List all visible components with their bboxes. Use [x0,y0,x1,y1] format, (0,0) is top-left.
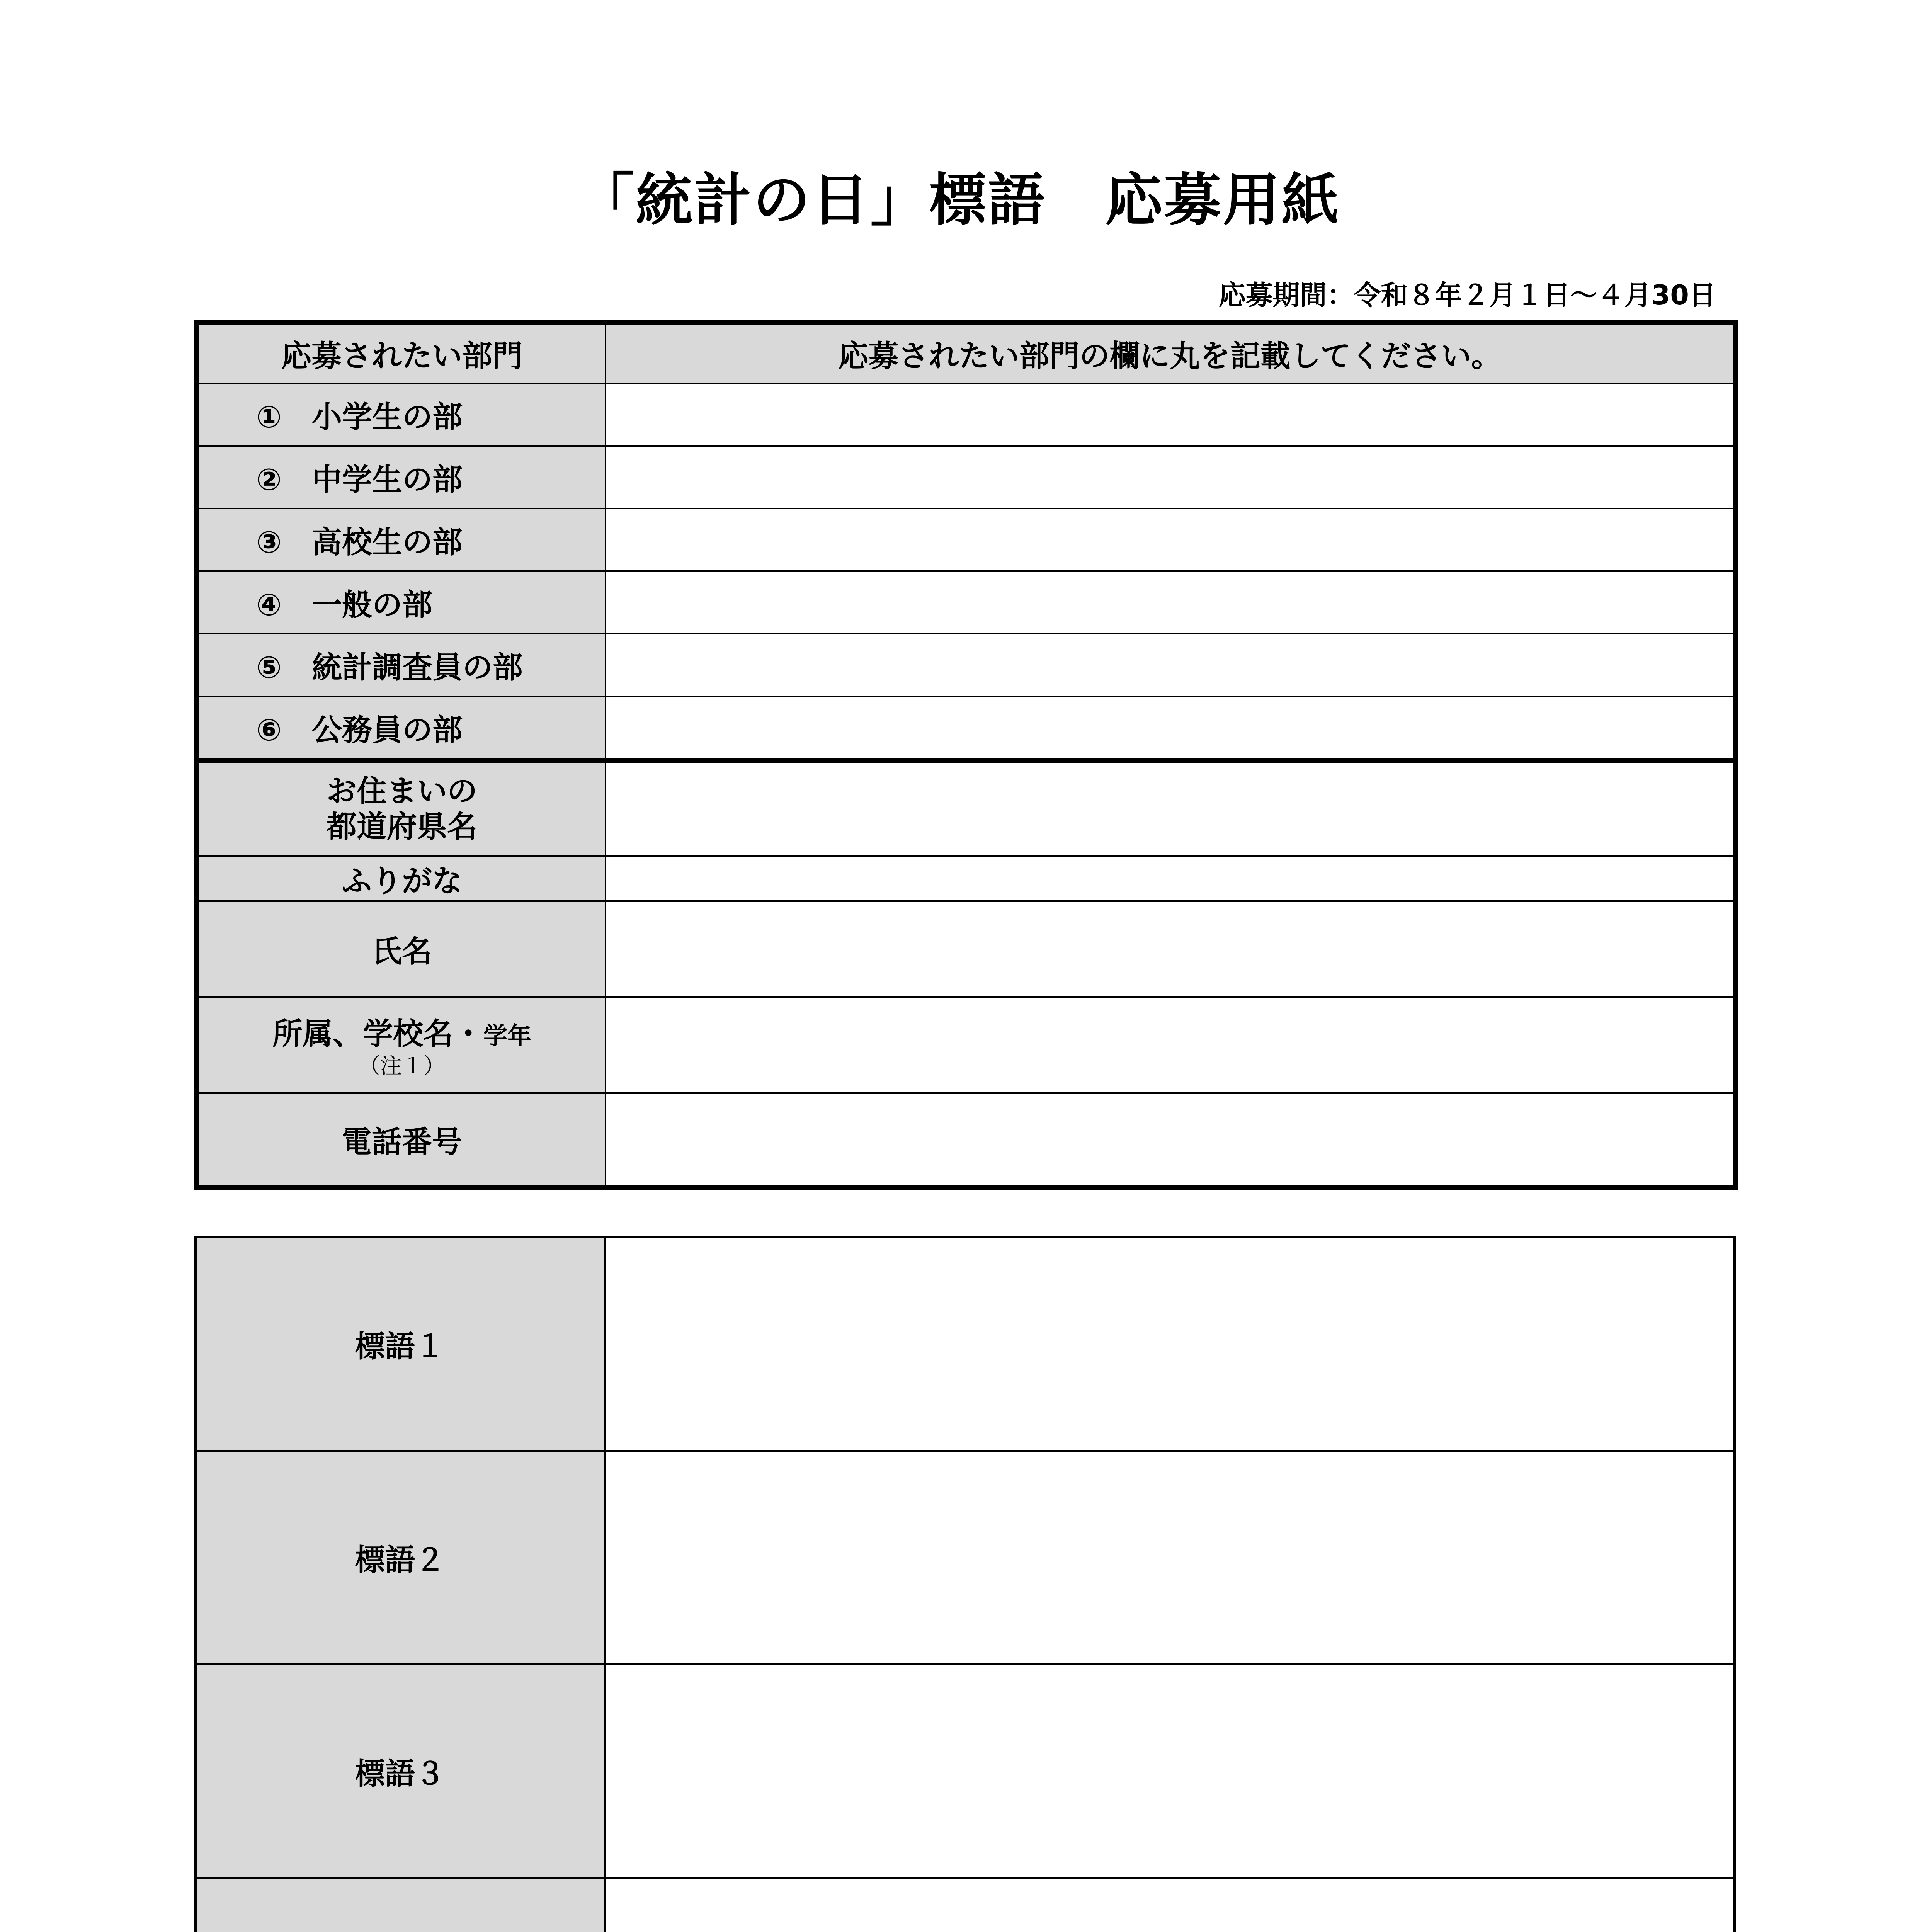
dept-mark-field-junior-high[interactable] [606,446,1736,509]
name-label: 氏名 [197,901,606,997]
affiliation-label-main: 所属、学校名・ [272,1017,483,1051]
slogan-label-1: 標語１ [196,1237,604,1451]
slogan-field-1[interactable] [604,1237,1735,1451]
dept-label-elementary: ① 小学生の部 [197,383,606,446]
dept-label-junior-high: ② 中学生の部 [197,446,606,509]
application-period: 応募期間：令和８年２月１日～４月30日 [1218,279,1716,311]
dept-label-high-school: ③ 高校生の部 [197,509,606,571]
slogan-label-2: 標語２ [196,1451,604,1665]
dept-mark-field-statistics-surveyor[interactable] [606,634,1736,696]
dept-label-general: ④ 一般の部 [197,571,606,634]
furigana-field[interactable] [606,856,1736,901]
dept-mark-field-elementary[interactable] [606,383,1736,446]
phone-label: 電話番号 [197,1093,606,1188]
slogan-label-3: 標語３ [196,1665,604,1878]
slogan-field-4[interactable] [604,1878,1735,1932]
prefecture-label-line1: お住まいの [326,774,477,809]
dept-instruction-label: 応募されたい部門の欄に丸を記載してください。 [606,322,1736,383]
affiliation-note-ref: （注１） [359,1054,445,1079]
prefecture-field[interactable] [606,760,1736,856]
prefecture-label [197,760,606,856]
affiliation-label-grade: 学年 [483,1022,532,1050]
furigana-label: ふりがな [197,856,606,901]
dept-mark-field-public-servant[interactable] [606,696,1736,760]
dept-mark-field-general[interactable] [606,571,1736,634]
dept-mark-field-high-school[interactable] [606,509,1736,571]
slogan-field-2[interactable] [604,1451,1735,1665]
dept-header-label: 応募されたい部門 [197,322,606,383]
applicant-info-table [194,320,1738,1190]
affiliation-field[interactable] [606,997,1736,1093]
page-title: 「統計の日」標語 応募用紙 [577,167,1340,233]
prefecture-label-line2: 都道府県名 [326,810,477,844]
affiliation-label [197,997,606,1093]
dept-label-statistics-surveyor: ⑤ 統計調査員の部 [197,634,606,696]
slogan-table [194,1236,1736,1932]
name-field[interactable] [606,901,1736,997]
slogan-field-3[interactable] [604,1665,1735,1878]
phone-field[interactable] [606,1093,1736,1188]
slogan-label-4 [196,1878,604,1932]
dept-label-public-servant: ⑥ 公務員の部 [197,696,606,760]
